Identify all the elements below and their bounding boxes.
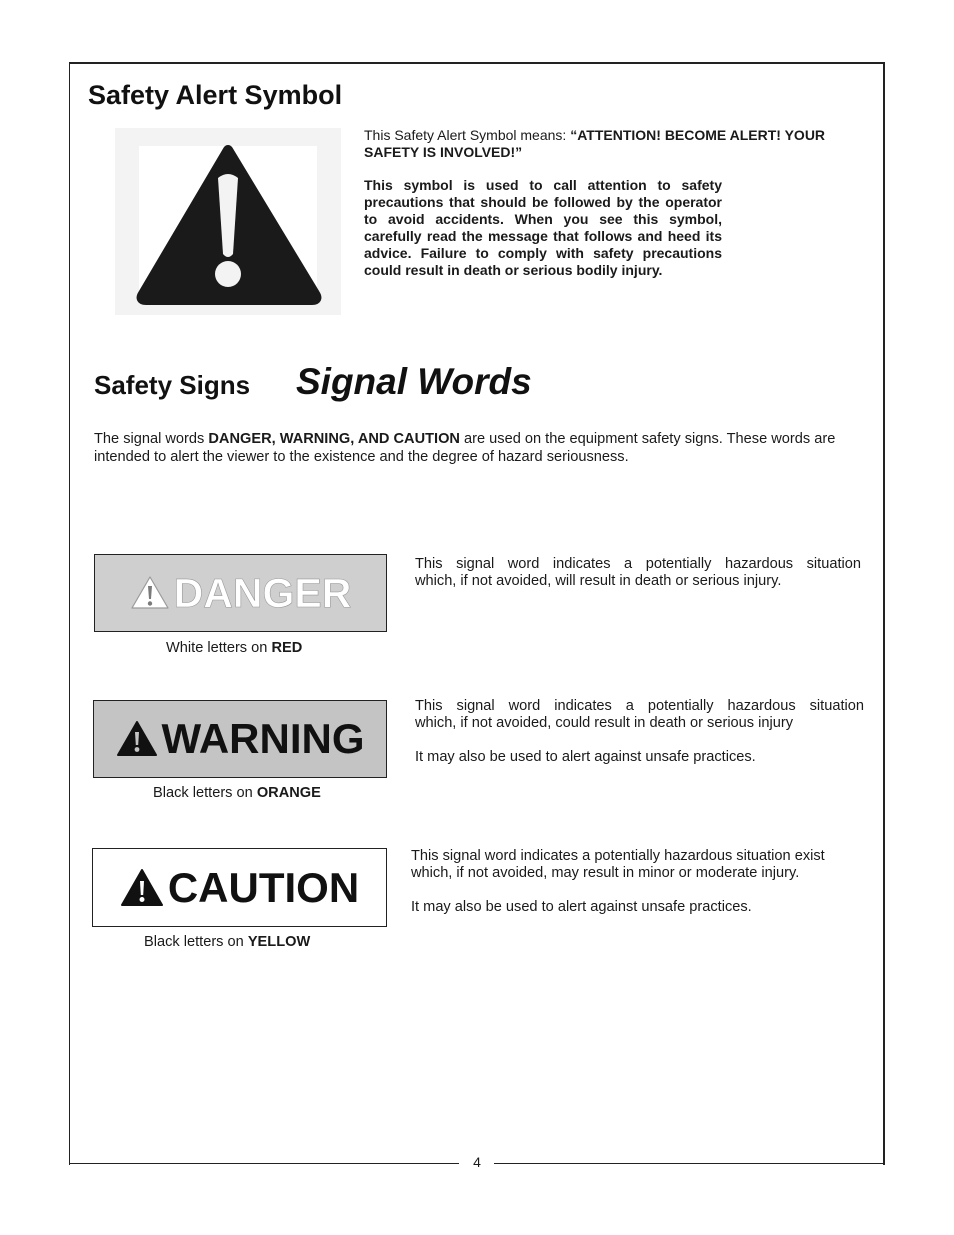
page-frame-bottom-left [69,1163,459,1164]
danger-description [415,556,861,590]
warning-description-line2: which, if not avoided, could result in death or serious injury [415,715,794,732]
caution-caption [144,934,310,950]
warning-alert-icon [116,720,158,758]
caution-label: CAUTION [167,863,360,911]
safety-alert-symbol [115,128,341,315]
danger-description-line2: which, if not avoided, will result in death or serious injury. [415,573,782,590]
caution-description [411,848,866,917]
page-number: 4 [473,1154,481,1170]
page-frame-right [883,62,885,1165]
page-frame-top [69,62,885,64]
warning-description [415,698,864,767]
warning-caption-color: ORANGE [256,785,321,801]
intro-suffix: are used on the equipment safety signs. These words are intended to alert the viewer to the existence and the degree of hazard seriousness. [94,431,836,465]
safety-alert-heading: Safety Alert Symbol [88,80,343,110]
danger-caption [166,640,302,656]
danger-label: DANGER [173,569,352,616]
warning-description-line1: This signal word indicates a potentially hazardous situation [415,698,864,714]
caution-sign [92,848,387,927]
danger-caption-prefix: White letters on [166,640,272,656]
signal-words-heading: Signal Words [296,361,532,402]
page-frame-bottom-right [494,1163,885,1164]
caution-caption-prefix: Black letters on [144,934,248,950]
warning-caption-prefix: Black letters on [153,785,257,801]
intro-prefix: The signal words [94,431,209,447]
danger-sign [94,554,387,632]
danger-caption-color: RED [271,640,303,656]
alert-description: This symbol is used to call attention to safety precautions that should be followed by the operator to avoid accidents. When you see this symbol, carefully read the message that follows and heed its advice. Failure to comply with safety precautions could result in death or serious bodily injury. [364,177,722,279]
warning-description-extra: It may also be used to alert against unsafe practices. [415,749,756,766]
danger-description-line1: This signal word indicates a potentially hazardous situation [415,556,861,572]
alert-meaning [364,127,844,161]
caution-description-extra: It may also be used to alert against unsafe practices. [411,899,752,916]
warning-label: WARNING [161,715,365,762]
alert-meaning-prefix: This Safety Alert Symbol means: [364,127,571,143]
alert-meaning-bold: “ATTENTION! BECOME ALERT! YOUR SAFETY IS INVOLVED!” [364,127,826,160]
page-frame-left [69,62,70,1165]
intro-bold: DANGER, WARNING, AND CAUTION [208,431,460,447]
warning-triangle-icon [115,128,341,315]
caution-caption-color: YELLOW [247,934,311,950]
caution-description-line1: This signal word indicates a potentially hazardous situation exist [411,848,825,864]
caution-alert-icon [120,868,164,908]
warning-sign [93,700,387,778]
signal-words-intro [94,431,869,466]
safety-signs-heading: Safety Signs [94,370,251,400]
danger-alert-icon [130,575,170,611]
warning-caption [153,785,321,801]
caution-description-line2: which, if not avoided, may result in minor or moderate injury. [411,865,800,882]
